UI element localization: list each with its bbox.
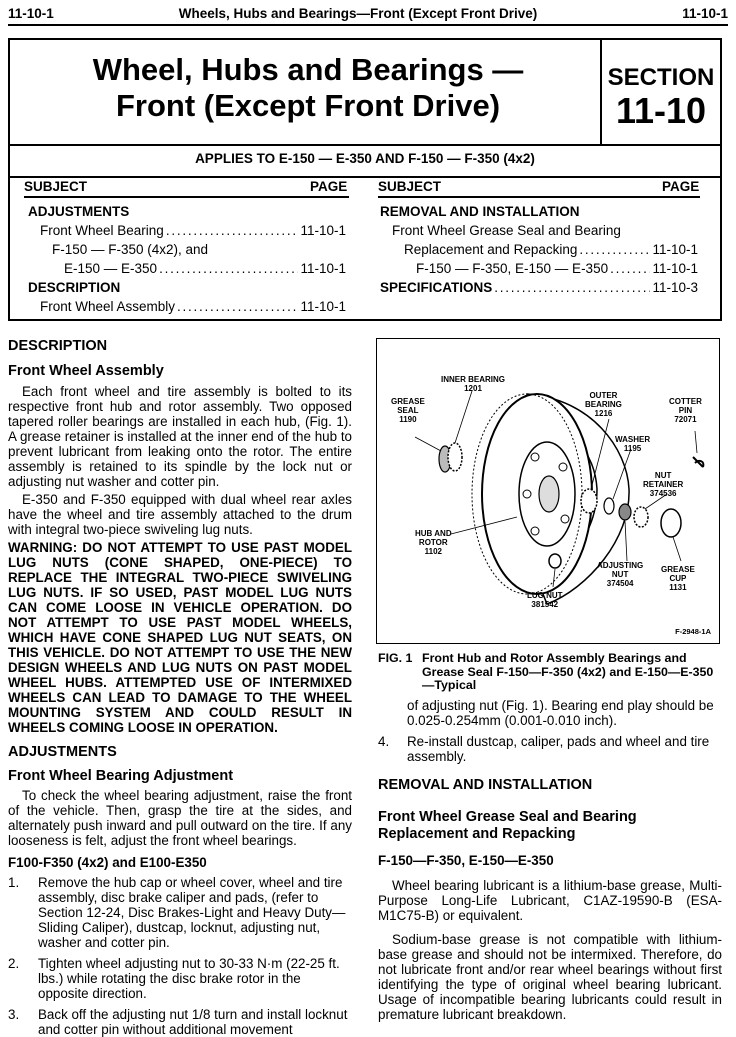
hub-bore <box>539 476 559 512</box>
toc-rule-left <box>24 196 349 198</box>
wheel-stud <box>559 463 567 471</box>
header-page-right: 11-10-1 <box>682 6 728 21</box>
removal-heading: REMOVAL AND INSTALLATION <box>378 777 593 793</box>
toc-entry-text: F-150 — F-350, E-150 — E-350 <box>416 261 609 276</box>
left-column <box>8 339 352 1037</box>
toc-entry[interactable] <box>380 280 698 295</box>
title-box <box>8 38 722 146</box>
step-number: 4. <box>378 734 390 749</box>
section-number: 11-10 <box>615 90 707 131</box>
label-washer: WASHER 1195 <box>615 435 651 453</box>
figure-caption-text: Front Hub and Rotor Assembly Bearings and Grease Seal F-150—F-350 (4x2) and E-150—E-350—Typical <box>422 651 714 692</box>
toc-entry-text: F-150 — F-350 (4x2), and <box>52 242 209 257</box>
wheel-stud <box>561 515 569 523</box>
label-grease-cup: GREASE CUP 1131 <box>661 565 695 592</box>
description-heading: DESCRIPTION <box>8 338 108 354</box>
front-wheel-assembly-heading: Front Wheel Assembly <box>8 363 164 379</box>
toc-entry[interactable] <box>40 299 346 314</box>
title-line-2: Front (Except Front Drive) <box>115 88 501 123</box>
toc-entry-text: E-150 — E-350 <box>64 261 158 276</box>
bearing-adjustment-heading: Front Wheel Bearing Adjustment <box>8 768 234 784</box>
step-number: 2. <box>8 956 20 971</box>
washer <box>604 498 614 514</box>
toc-rule-right <box>378 196 700 198</box>
adjusting-nut <box>619 504 631 520</box>
toc-description: DESCRIPTION <box>28 280 121 295</box>
toc-adjustments: ADJUSTMENTS <box>28 204 130 219</box>
step-3-continued: of adjusting nut (Fig. 1). Bearing end play should be 0.025-0.254mm (0.001-0.010 inch). <box>407 698 714 728</box>
step-1 <box>8 875 352 950</box>
wheel-stud <box>531 527 539 535</box>
figure-caption-number: FIG. 1 <box>378 651 413 665</box>
header-page-left: 11-10-1 <box>8 6 54 21</box>
toc-entry[interactable] <box>64 261 346 276</box>
toc-entry-text: Front Wheel Bearing <box>40 223 164 238</box>
toc-subject-header-left: SUBJECT <box>24 179 88 194</box>
running-header <box>8 2 728 26</box>
wheel-stud <box>531 453 539 461</box>
lug-nut <box>549 554 561 568</box>
step-text: Tighten wheel adjusting nut to 30-33 N·m (22-25 ft. lbs.) while rotating the disc brake rotor in the opposite direction. <box>38 956 340 1001</box>
step-number: 1. <box>8 875 20 890</box>
paragraph: Sodium-base grease is not compatible with lithium-base grease and should not be intermixed. Therefore, do not lubricate front and/or rear wheel bearings without first identifying the type of original wheel bearing lubricant. Usage of incompatible bearing lubricants could result in premature lubricant breakdown. <box>378 932 722 1022</box>
toc-entry-text: Front Wheel Assembly <box>40 299 176 314</box>
paragraph: Each front wheel and tire assembly is bolted to its respective front hub and rotor assembly. Two opposed tapered roller bearings are installed in each hub, (Fig. 1). A grease retainer is installed at the inner end of the hub to prevent lubricant from leaking onto the rotor. The entire assembly is retained to its spindle by the lock nut or adjusting nut washer and cotter pin. <box>8 384 352 489</box>
toc-entry-text: Replacement and Repacking <box>404 242 578 257</box>
applies-to: APPLIES TO E-150 — E-350 AND F-150 — F-350 (4x2) <box>10 146 720 178</box>
toc-entry-page: 11-10-1 <box>300 261 346 276</box>
right-column <box>378 698 722 1022</box>
title-line-1: Wheel, Hubs and Bearings — <box>92 52 524 87</box>
paragraph: To check the wheel bearing adjustment, raise the front of the vehicle. Then, grasp the tire at the sides, and alternately push inward and pull outward on the tire. If any looseness is felt, adjust the front wheel bearings. <box>8 788 352 848</box>
toc-entry-page: 11-10-1 <box>652 242 698 257</box>
model-heading: F100-F350 (4x2) and E100-E350 <box>8 855 207 870</box>
toc-entry-page: 11-10-1 <box>300 299 346 314</box>
toc-entry[interactable] <box>40 223 346 238</box>
step-text: Remove the hub cap or wheel cover, wheel and tire assembly, disc brake caliper and pads, (refer to Section 12-24, Disc Brakes-Light and Heavy Duty—Sliding Caliper), dustcap, locknut, adjusting nut, washer and cotter pin. <box>38 875 346 950</box>
toc-entry-page: 11-10-3 <box>652 280 698 295</box>
step-number: 3. <box>8 1007 20 1022</box>
warning-text: WARNING: DO NOT ATTEMPT TO USE PAST MODEL LUG NUTS (CONE SHAPED, ONE-PIECE) TO REPLACE THE INTEGRAL TWO-PIECE SWIVELING LUG NUTS. IF SO USED, PAST MODEL LUG NUTS CAN COME LOOSE IN VEHICLE OPERATION. DO NOT ATTEMPT TO USE PAST MODEL WHEELS, WHICH HAVE CONE SHAPED LUG NUT SEATS, ON THIS VEHICLE. DO NOT ATTEMPT TO USE THE NEW DESIGN WHEELS AND LUG NUTS ON PAST MODEL WHEEL HUBS. ATTEMPTED USE OF INTERMIXED WHEELS CAN LEAD TO DAMAGE TO THE WHEEL MOUNTING SYSTEM AND COULD RESULT IN WHEELS COMING LOOSE IN OPERATION. <box>8 540 352 735</box>
label-nut-retainer: NUT RETAINER 374536 <box>643 471 684 498</box>
grease-seal-heading: Front Wheel Grease Seal and Bearing Replacement and Repacking <box>378 809 637 842</box>
toc-removal: REMOVAL AND INSTALLATION <box>380 204 580 219</box>
figure-caption <box>378 652 722 693</box>
cotter-pin <box>693 457 703 467</box>
table-of-contents <box>8 146 722 321</box>
figure-code: F-2948-1A <box>675 627 711 636</box>
label-cotter-pin: COTTER PIN 72071 <box>669 397 702 424</box>
adjustments-heading: ADJUSTMENTS <box>8 744 117 760</box>
label-grease-seal: GREASE SEAL 1190 <box>391 397 425 424</box>
toc-page-header-left: PAGE <box>310 179 348 194</box>
grease-cup <box>661 509 681 537</box>
step-text: Back off the adjusting nut 1/8 turn and install locknut and cotter pin without additional movement <box>38 1007 348 1037</box>
nut-retainer <box>634 507 648 527</box>
outer-bearing <box>581 489 597 513</box>
page-title <box>18 52 598 124</box>
toc-entry-text: SPECIFICATIONS <box>380 280 493 295</box>
label-lug-nut: LUG NUT 381542 <box>527 591 563 609</box>
header-title: Wheels, Hubs and Bearings—Front (Except Front Drive) <box>178 6 538 21</box>
wheel-stud <box>523 490 531 498</box>
toc-entry-page: 11-10-1 <box>300 223 346 238</box>
label-hub-rotor: HUB AND ROTOR 1102 <box>415 529 452 556</box>
model-heading: F-150—F-350, E-150—E-350 <box>378 853 554 868</box>
toc-entry-text: Front Wheel Grease Seal and Bearing <box>392 223 621 238</box>
toc-entry-page: 11-10-1 <box>652 261 698 276</box>
step-4 <box>378 734 722 764</box>
section-label: SECTION <box>607 64 715 91</box>
step-2 <box>8 956 352 1001</box>
paragraph: E-350 and F-350 equipped with dual wheel rear axles have the wheel and tire assembly attached to the drum with integral two-piece swiveling lug nuts. <box>8 492 352 537</box>
label-outer-bearing: OUTER BEARING 1216 <box>585 391 622 418</box>
inner-bearing <box>448 443 462 471</box>
paragraph: Wheel bearing lubricant is a lithium-base grease, Multi-Purpose Long-Life Lubricant, C1AZ-19590-B (ESA-M1C75-B) or equivalent. <box>378 878 722 923</box>
toc-entry[interactable] <box>404 242 698 257</box>
step-3 <box>8 1007 352 1037</box>
figure-1 <box>376 338 720 644</box>
toc-entry[interactable] <box>416 261 698 276</box>
toc-subject-header-right: SUBJECT <box>378 179 442 194</box>
step-text: Re-install dustcap, caliper, pads and wheel and tire assembly. <box>407 734 710 764</box>
label-adjusting-nut: ADJUSTING NUT 374504 <box>597 561 644 588</box>
toc-page-header-right: PAGE <box>662 179 700 194</box>
label-inner-bearing: INNER BEARING 1201 <box>441 375 506 393</box>
